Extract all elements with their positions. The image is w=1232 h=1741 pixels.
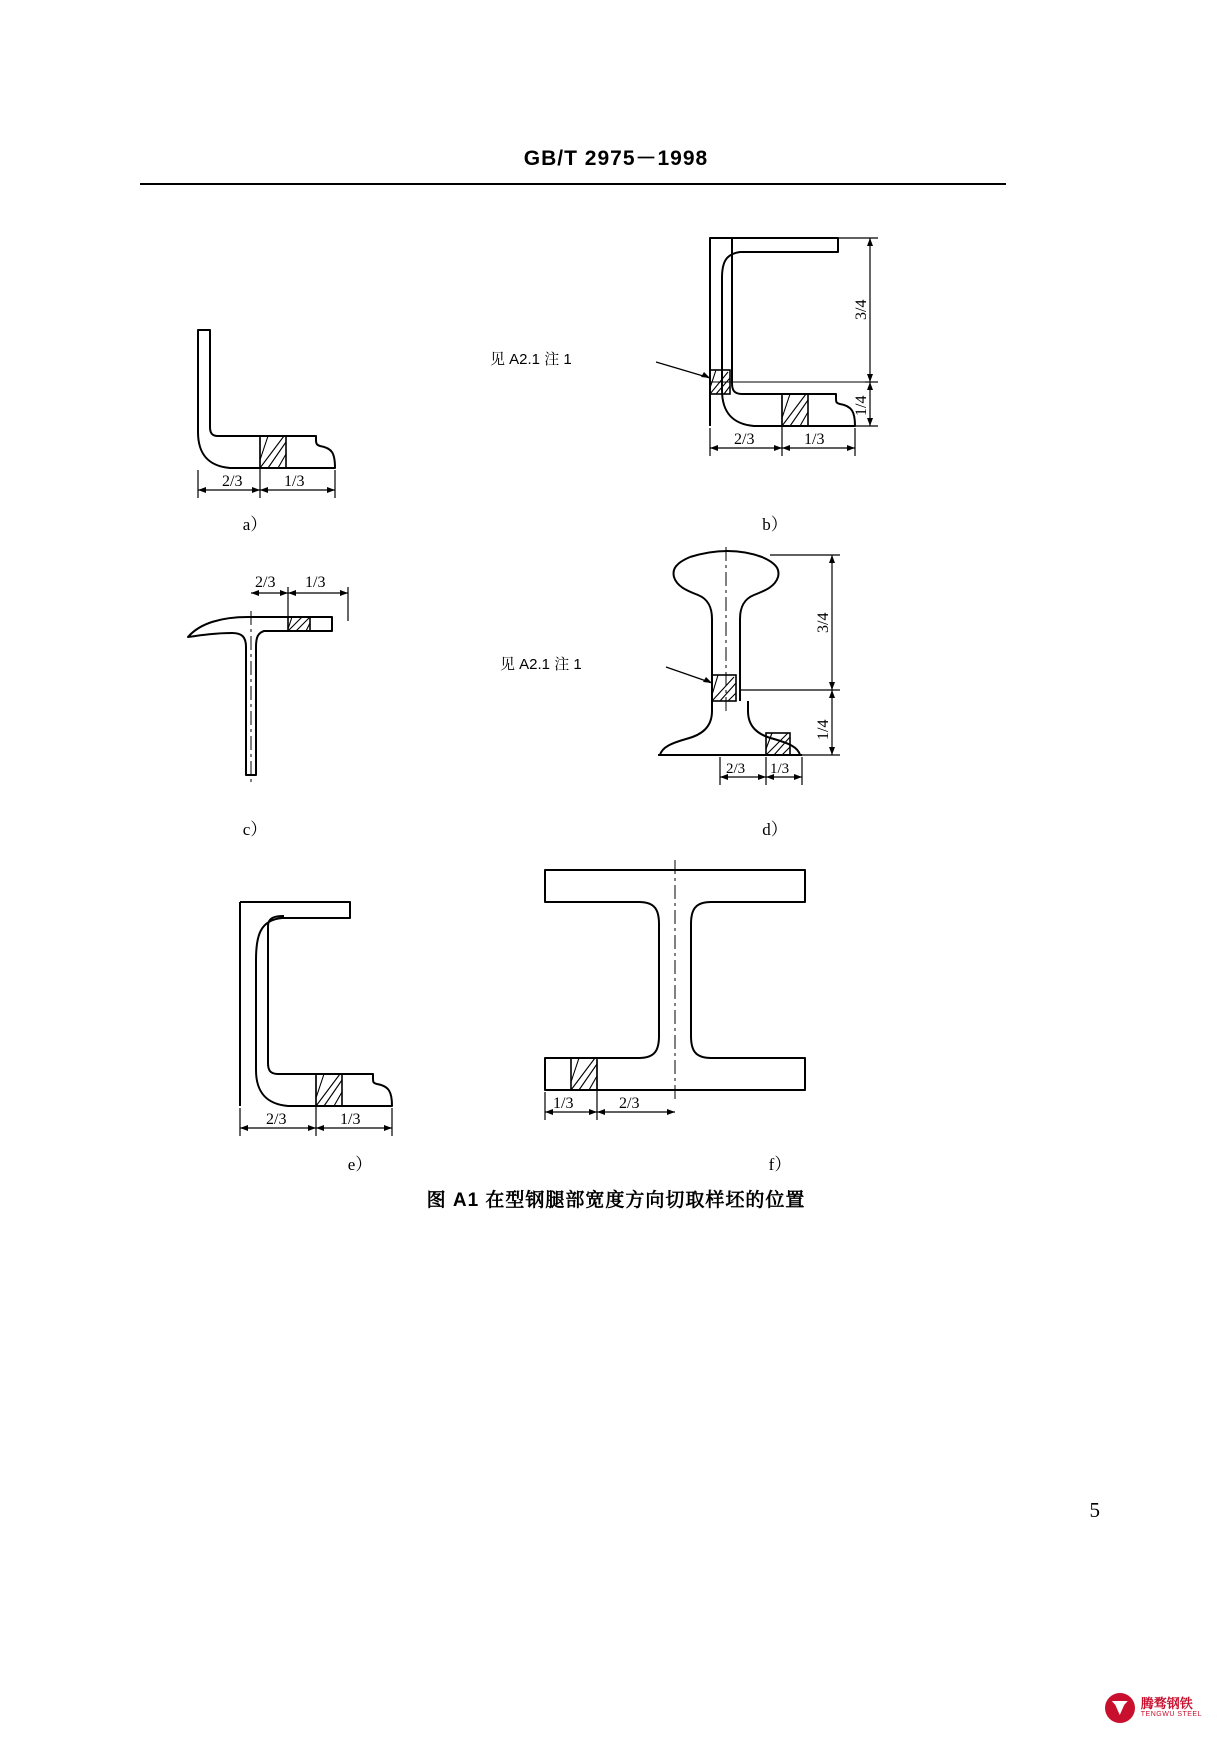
figure-a-label: a） (242, 515, 268, 534)
dim-d-3-4: 3/4 (815, 612, 832, 633)
figure-e-label: e） (347, 1155, 373, 1174)
dim-b-3-4: 3/4 (853, 299, 870, 320)
figure-b-label: b） (762, 515, 788, 534)
dim-e-2-3: 2/3 (266, 1111, 287, 1128)
figure-d-label: d） (762, 820, 788, 839)
page-number: 5 (1089, 1498, 1100, 1522)
figure-a-angle-section (160, 320, 390, 530)
page-header-standard-number: GB/T 2975－1998 (523, 147, 709, 170)
watermark-text (1141, 1697, 1202, 1719)
dim-b-2-3: 2/3 (734, 431, 755, 448)
figure-d-i-beam-section (500, 535, 890, 815)
figure-a1-area (130, 210, 1030, 1220)
dim-e-1-3: 1/3 (340, 1111, 361, 1128)
figure-f-label: f） (768, 1155, 792, 1174)
dim-b-1-3: 1/3 (804, 431, 825, 448)
figure-caption: 图 A1 在型钢腿部宽度方向切取样坯的位置 (426, 1190, 806, 1211)
dim-a-1-3: 1/3 (284, 473, 305, 490)
figure-b-channel-section (490, 220, 890, 520)
watermark-logo-icon (1105, 1693, 1135, 1723)
figure-c-tee-section (160, 575, 400, 795)
dim-b-1-4: 1/4 (853, 395, 870, 416)
watermark (1105, 1693, 1202, 1723)
dim-f-1-3: 1/3 (553, 1095, 574, 1112)
watermark-company-cn: 腾骛钢铁 (1140, 1696, 1193, 1711)
figure-b-note: 见 A2.1 注 1 (490, 351, 572, 368)
header-divider (140, 183, 1006, 185)
dim-f-2-3: 2/3 (619, 1095, 640, 1112)
figure-c-label: c） (242, 820, 268, 839)
watermark-company-en: TENGWU STEEL (1140, 1711, 1202, 1719)
figure-f-h-beam-section (515, 850, 845, 1140)
dim-d-2-3: 2/3 (726, 761, 746, 777)
dim-c-2-3: 2/3 (255, 574, 276, 591)
dim-c-1-3: 1/3 (305, 574, 326, 591)
dim-d-1-4: 1/4 (815, 719, 832, 740)
figure-d-note: 见 A2.1 注 1 (500, 656, 582, 673)
dim-a-2-3: 2/3 (222, 473, 243, 490)
dim-d-1-3: 1/3 (770, 761, 790, 777)
figure-e-bulb-angle-section (110, 880, 410, 1160)
